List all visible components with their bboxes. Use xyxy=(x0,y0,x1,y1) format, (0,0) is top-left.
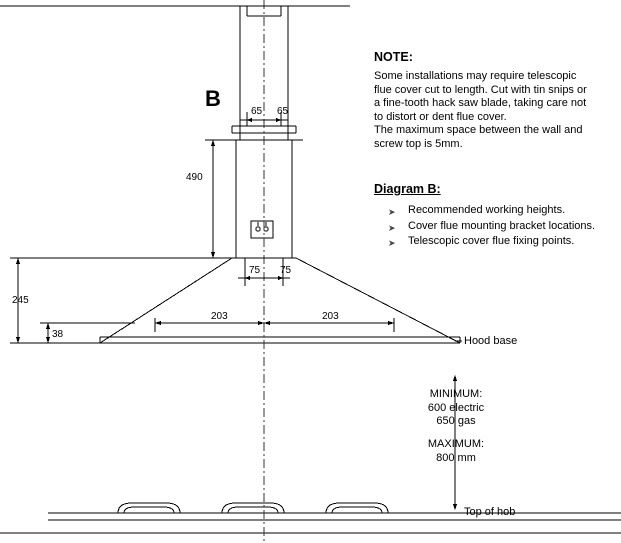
arrow-245-bottom xyxy=(16,337,20,343)
canopy-left-slope xyxy=(100,258,232,343)
list-item xyxy=(374,203,619,219)
fixing-hole-left xyxy=(256,227,260,231)
flue-fixing-detail-box xyxy=(251,221,273,238)
arrow-203-right xyxy=(388,321,394,325)
note-line-4: to distort or dent flue cover. xyxy=(374,110,507,123)
minimum-gas: 650 gas xyxy=(436,415,476,427)
dimension-245: 245 xyxy=(12,295,29,306)
diagram-letter-label: B xyxy=(205,86,221,111)
arrow-bullet-icon: ➤ xyxy=(388,222,396,233)
dimension-203-left: 203 xyxy=(211,311,228,322)
list-item-label: Cover flue mounting bracket locations. xyxy=(408,219,596,232)
dimension-75-right: 75 xyxy=(280,265,292,276)
arrow-75-right xyxy=(278,276,283,280)
note-line-1: Some installations may require telescopic xyxy=(374,70,577,82)
list-item xyxy=(374,234,619,250)
note-line-5: The maximum space between the wall and xyxy=(374,124,583,136)
minimum-electric: 600 electric xyxy=(427,401,485,414)
maximum-value: 800 mm xyxy=(436,451,476,464)
diagram-b-title: Diagram B: xyxy=(374,182,441,196)
top-of-hob-label: Top of hob xyxy=(464,506,516,518)
dimension-65-left: 65 xyxy=(251,106,263,117)
maximum-clearance-block xyxy=(396,438,516,465)
arrow-38-top xyxy=(46,323,50,329)
dimension-490: 490 xyxy=(186,172,203,183)
note-block xyxy=(374,50,614,151)
note-line-3: a fine-tooth hack saw blade, taking care not xyxy=(374,97,587,109)
list-item xyxy=(374,219,619,235)
minimum-title: MINIMUM: xyxy=(429,388,483,400)
arrow-490-top xyxy=(211,140,215,146)
arrow-clearance-bottom xyxy=(453,504,457,510)
arrow-bullet-icon: ➤ xyxy=(388,238,396,248)
hob-burners xyxy=(118,503,388,513)
arrow-clearance-top xyxy=(453,375,457,381)
arrow-65-right xyxy=(276,118,281,122)
diagram-b-block xyxy=(374,182,619,250)
arrow-203-left xyxy=(155,321,161,325)
maximum-title: MAXIMUM: xyxy=(427,438,485,450)
arrow-65-left xyxy=(247,118,252,122)
arrow-203-centre-left xyxy=(258,321,264,325)
note-line-6: screw top is 5mm. xyxy=(374,137,463,150)
arrow-245-top xyxy=(16,258,20,264)
dimension-38: 38 xyxy=(52,329,64,340)
arrow-75-left xyxy=(245,276,250,280)
canopy-right-slope xyxy=(296,258,460,343)
arrow-203-centre-right xyxy=(264,321,270,325)
dimension-65-right: 65 xyxy=(277,106,289,117)
note-title: NOTE: xyxy=(374,50,413,64)
list-item-label: Recommended working heights. xyxy=(408,204,566,216)
dimension-75-left: 75 xyxy=(249,265,261,276)
note-line-2: flue cover cut to length. Cut with tin snips or xyxy=(374,83,587,96)
dimension-203-right: 203 xyxy=(322,311,339,322)
diagram-b-list xyxy=(374,203,619,250)
arrow-490-bottom xyxy=(211,252,215,258)
hood-base-label: Hood base xyxy=(464,335,518,347)
list-item-label: Telescopic cover flue fixing points. xyxy=(408,235,575,247)
arrow-bullet-icon: ➤ xyxy=(388,207,396,217)
arrow-38-bottom xyxy=(46,337,50,343)
minimum-clearance-block xyxy=(396,388,516,429)
